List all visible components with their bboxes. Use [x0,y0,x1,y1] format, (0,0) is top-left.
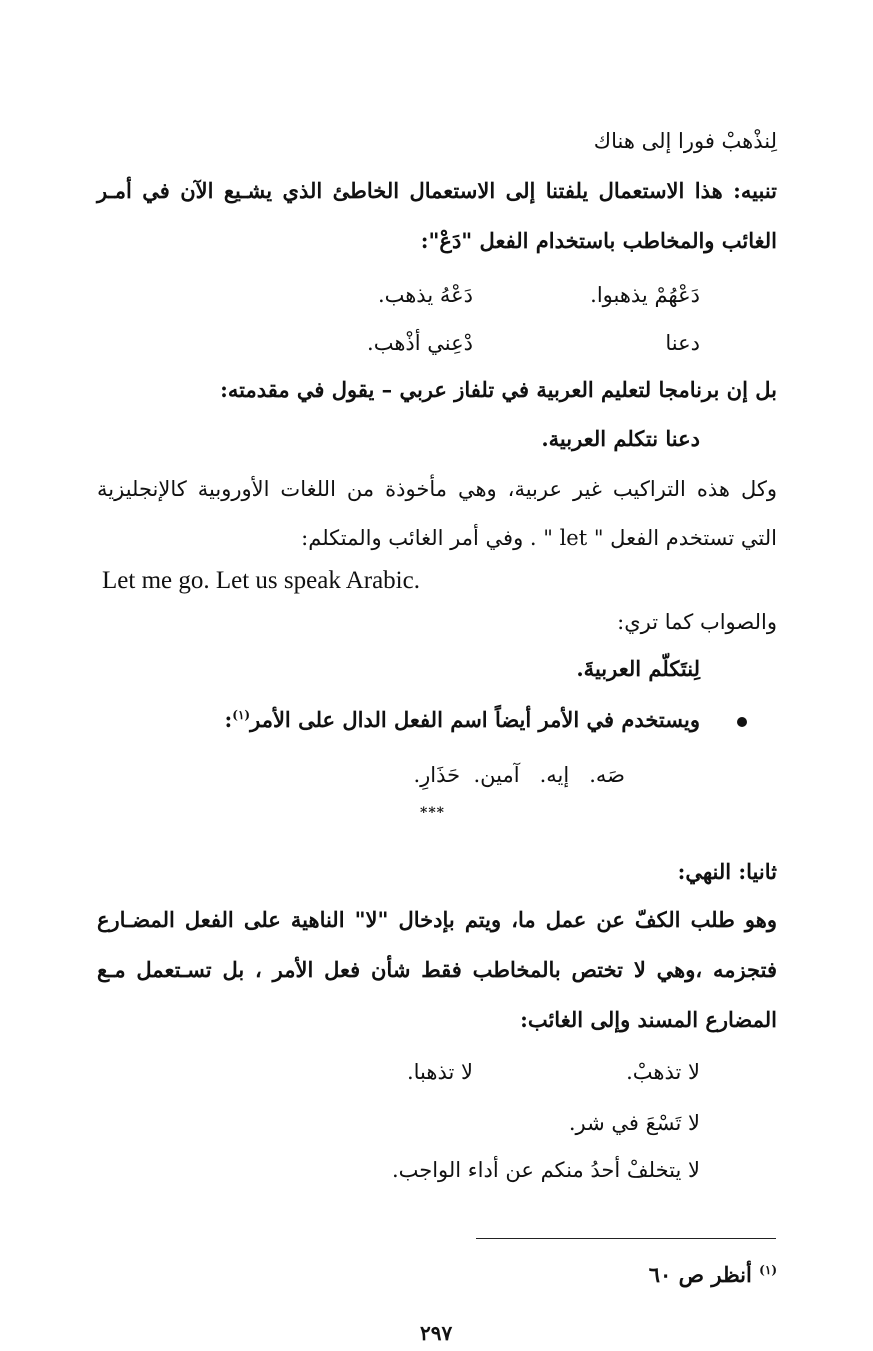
example-program: دعنا نتكلم العربية. [541,426,700,451]
bullet-text [225,705,700,735]
footnote-reference: (١) [232,708,251,722]
section-separator: *** [420,805,445,821]
prohibition-line-2: فتجزمه ،وهي لا تختص بالمخاطب فقط شأن فعل الأمر ، بل تسـتعمل مـع [97,957,777,982]
example-5: لا يتخلفْ أحدُ منكم عن أداء الواجب. [391,1158,700,1182]
example-3-right: لا تذهبْ. [626,1060,700,1084]
notice-line-1: تنبيه: هذا الاستعمال يلفتنا إلى الاستعمال الخاطئ الذي يشـيع الآن في أمـر [97,178,777,203]
example-3-left: لا تذهبا. [406,1060,473,1084]
notice-line-2: الغائب والمخاطب باستخدام الفعل "دَعْ": [420,228,777,253]
text-line-1: لِنذْهبْ فورا إلى هناك [593,129,777,153]
text-line-let: التي تستخدم الفعل " let " . وفي أمر الغائب والمتكلم: [301,526,777,550]
example-1-right: دَعْهُمْ يذهبوا. [590,283,700,307]
example-1-left: دَعْهُ يذهب. [377,283,473,307]
example-correct: لِنتَكلّم العربيةَ. [576,656,700,681]
section-heading-prohibition: ثانيا: النهي: [677,859,777,884]
text-line-correct: والصواب كما تري: [617,610,777,634]
example-2-left: دْعِني أذْهب. [367,331,473,355]
footnote [649,1260,777,1290]
footnote-divider [476,1238,776,1239]
prohibition-line-3: المضارع المسند وإلى الغائب: [520,1007,777,1032]
footnote-text: أنظر ص ٦٠ [648,1262,752,1287]
text-line-program: بل إن برنامجا لتعليم العربية في تلفاز عربي – يقول في مقدمته: [220,377,777,402]
bullet-point [737,717,747,727]
page-number: ٢٩٧ [420,1321,453,1345]
english-example: Let me go. Let us speak Arabic. [102,567,420,594]
text-line-structures: وكل هذه التراكيب غير عربية، وهي مأخوذة من اللغات الأوروبية كالإنجليزية [97,477,777,501]
prohibition-line-1: وهو طلب الكفّ عن عمل ما، ويتم بإدخال "لا" الناهية على الفعل المضـارع [97,907,777,932]
example-2-right: دعنا [665,331,700,355]
bullet-text-colon: : [224,707,233,732]
footnote-marker: (١) [759,1263,777,1277]
example-4: لا تَسْعَ في شر. [568,1111,700,1135]
verb-names-list: صَه. إيه. آمين. حَذَارِ. [413,763,625,787]
bullet-text-main: ويستخدم في الأمر أيضاً اسم الفعل الدال على الأمر [250,707,700,732]
